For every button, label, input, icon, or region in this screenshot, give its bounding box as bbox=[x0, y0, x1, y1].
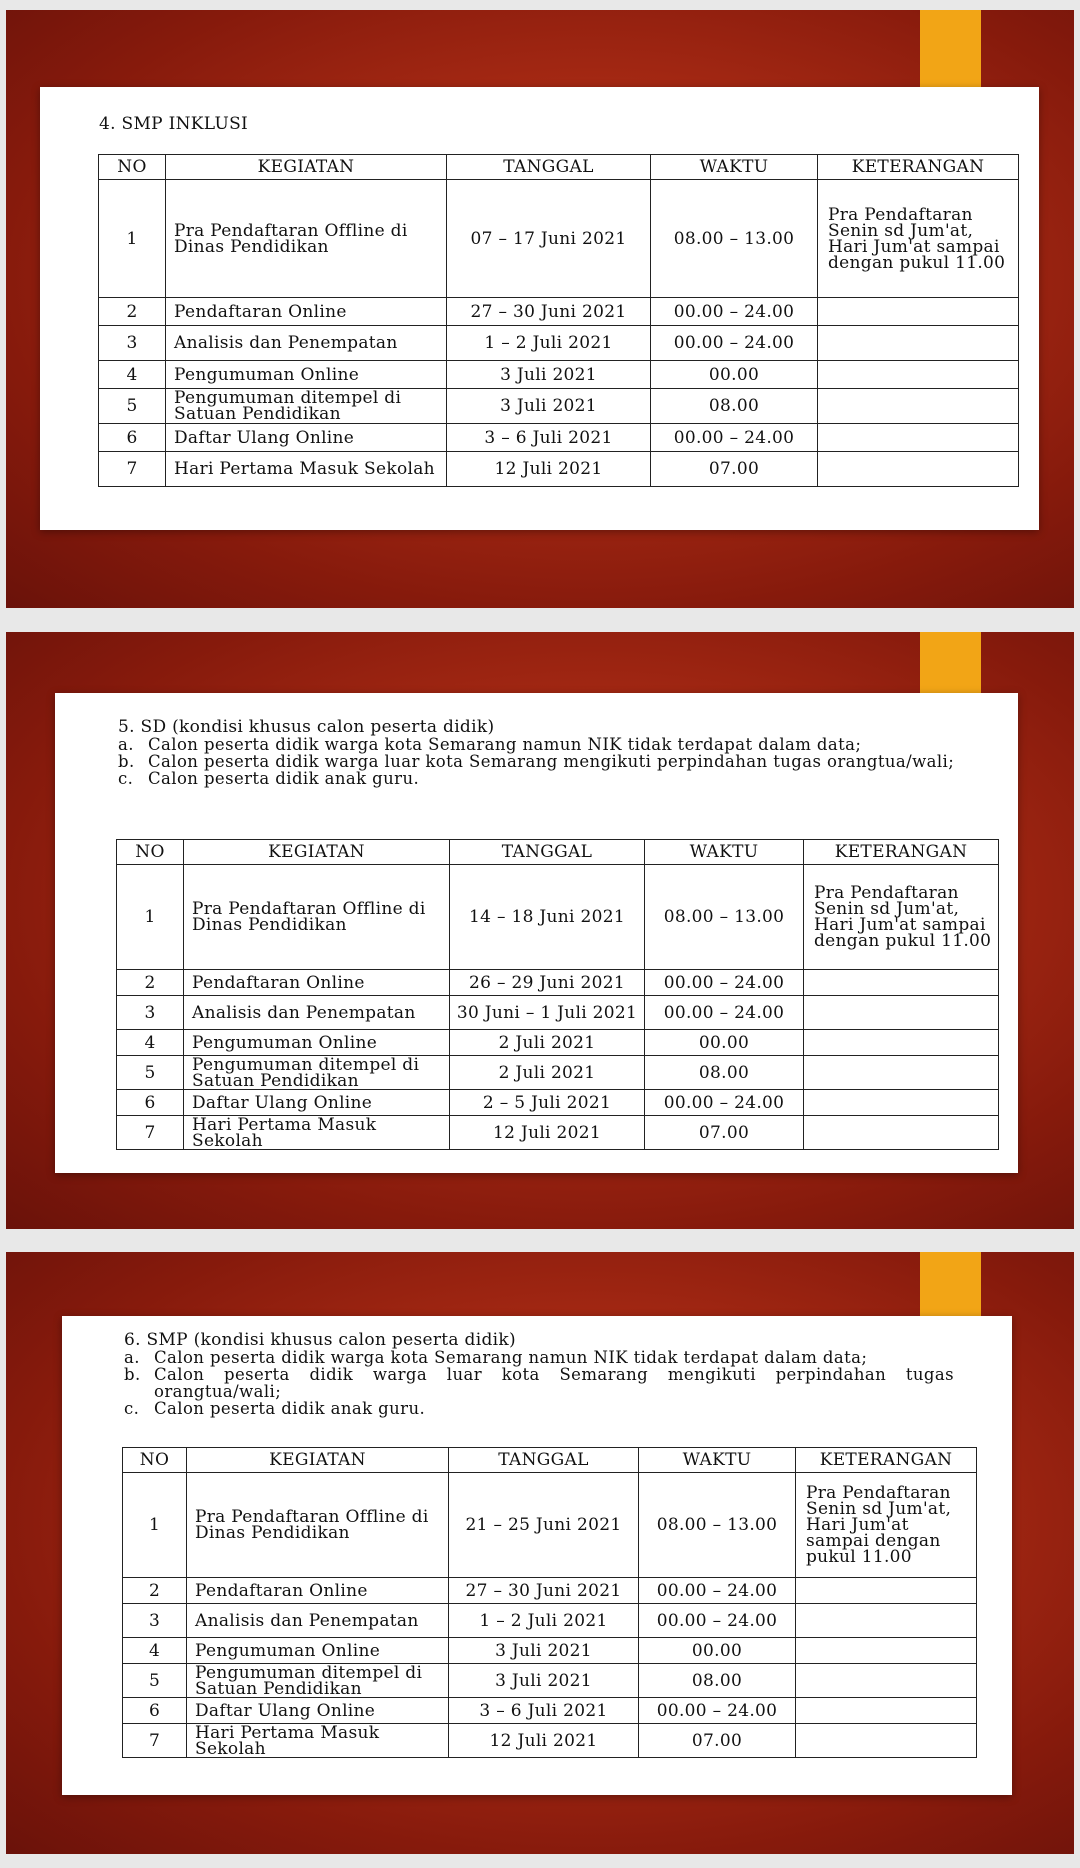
condition-label: c. bbox=[118, 769, 134, 788]
activity-cell: Pengumuman Online bbox=[187, 1638, 449, 1664]
date-cell: 12 Juli 2021 bbox=[449, 1724, 639, 1758]
row-number: 7 bbox=[99, 452, 166, 487]
table-row bbox=[99, 298, 1019, 326]
date-cell: 12 Juli 2021 bbox=[450, 1116, 645, 1150]
date-cell: 2 Juli 2021 bbox=[450, 1030, 645, 1056]
note-cell: Pra Pendaftaran Senin sd Jum'at, Hari Jum'at sampai dengan pukul 11.00 bbox=[804, 865, 999, 970]
activity-cell: Daftar Ulang Online bbox=[184, 1090, 450, 1116]
table-row bbox=[99, 180, 1019, 298]
row-number: 4 bbox=[117, 1030, 184, 1056]
header-kegiatan: KEGIATAN bbox=[166, 155, 447, 180]
row-number: 2 bbox=[123, 1578, 187, 1604]
row-number: 3 bbox=[99, 326, 166, 361]
slide-2 bbox=[6, 632, 1074, 1229]
section-heading: 5. SD (kondisi khusus calon peserta didik) bbox=[118, 717, 495, 737]
note-cell bbox=[796, 1698, 977, 1724]
condition-label: a. bbox=[124, 1348, 140, 1367]
condition-list bbox=[118, 736, 958, 787]
activity-cell: Analisis dan Penempatan bbox=[184, 996, 450, 1030]
date-cell: 27 – 30 Juni 2021 bbox=[447, 298, 651, 326]
condition-text: Calon peserta didik anak guru. bbox=[154, 1399, 426, 1418]
header-tanggal: TANGGAL bbox=[449, 1448, 639, 1473]
row-number: 3 bbox=[117, 996, 184, 1030]
time-cell: 00.00 bbox=[651, 361, 818, 389]
condition-text: Calon peserta didik anak guru. bbox=[148, 769, 420, 788]
condition-label: b. bbox=[124, 1365, 141, 1384]
date-cell: 3 Juli 2021 bbox=[447, 361, 651, 389]
note-cell bbox=[804, 996, 999, 1030]
header-no: NO bbox=[123, 1448, 187, 1473]
table-row bbox=[99, 389, 1019, 424]
date-cell: 2 Juli 2021 bbox=[450, 1056, 645, 1090]
row-number: 6 bbox=[99, 424, 166, 452]
note-cell: Pra Pendaftaran Senin sd Jum'at, Hari Jum'at sampai dengan pukul 11.00 bbox=[818, 180, 1019, 298]
condition-item bbox=[124, 1349, 954, 1366]
table-row bbox=[99, 361, 1019, 389]
row-number: 5 bbox=[123, 1664, 187, 1698]
date-cell: 14 – 18 Juni 2021 bbox=[450, 865, 645, 970]
header-tanggal: TANGGAL bbox=[450, 840, 645, 865]
time-cell: 00.00 – 24.00 bbox=[645, 1090, 804, 1116]
row-number: 7 bbox=[123, 1724, 187, 1758]
time-cell: 00.00 – 24.00 bbox=[639, 1604, 796, 1638]
activity-cell: Pendaftaran Online bbox=[187, 1578, 449, 1604]
date-cell: 27 – 30 Juni 2021 bbox=[449, 1578, 639, 1604]
activity-cell: Analisis dan Penempatan bbox=[166, 326, 447, 361]
row-number: 3 bbox=[123, 1604, 187, 1638]
condition-list bbox=[124, 1349, 954, 1417]
table-row bbox=[123, 1638, 977, 1664]
date-cell: 26 – 29 Juni 2021 bbox=[450, 970, 645, 996]
row-number: 6 bbox=[123, 1698, 187, 1724]
header-keterangan: KETERANGAN bbox=[804, 840, 999, 865]
time-cell: 00.00 bbox=[645, 1030, 804, 1056]
table-row bbox=[123, 1473, 977, 1578]
header-kegiatan: KEGIATAN bbox=[187, 1448, 449, 1473]
date-cell: 30 Juni – 1 Juli 2021 bbox=[450, 996, 645, 1030]
note-cell bbox=[796, 1638, 977, 1664]
date-cell: 1 – 2 Juli 2021 bbox=[447, 326, 651, 361]
note-cell bbox=[804, 970, 999, 996]
row-number: 2 bbox=[99, 298, 166, 326]
time-cell: 08.00 – 13.00 bbox=[639, 1473, 796, 1578]
header-waktu: WAKTU bbox=[639, 1448, 796, 1473]
table-row bbox=[117, 1090, 999, 1116]
row-number: 6 bbox=[117, 1090, 184, 1116]
condition-item bbox=[124, 1400, 954, 1417]
note-cell bbox=[804, 1116, 999, 1150]
note-cell bbox=[796, 1724, 977, 1758]
time-cell: 08.00 – 13.00 bbox=[651, 180, 818, 298]
time-cell: 08.00 bbox=[639, 1664, 796, 1698]
date-cell: 3 Juli 2021 bbox=[447, 389, 651, 424]
note-cell bbox=[818, 298, 1019, 326]
date-cell: 3 Juli 2021 bbox=[449, 1664, 639, 1698]
activity-cell: Daftar Ulang Online bbox=[166, 424, 447, 452]
row-number: 5 bbox=[117, 1056, 184, 1090]
time-cell: 00.00 – 24.00 bbox=[651, 326, 818, 361]
note-cell: Pra Pendaftaran Senin sd Jum'at, Hari Jum'at sampai dengan pukul 11.00 bbox=[796, 1473, 977, 1578]
date-cell: 2 – 5 Juli 2021 bbox=[450, 1090, 645, 1116]
header-keterangan: KETERANGAN bbox=[796, 1448, 977, 1473]
note-cell bbox=[796, 1664, 977, 1698]
table-row bbox=[117, 996, 999, 1030]
schedule-table bbox=[116, 839, 999, 1150]
condition-item bbox=[124, 1366, 954, 1400]
table-row bbox=[99, 452, 1019, 487]
time-cell: 07.00 bbox=[639, 1724, 796, 1758]
note-cell bbox=[818, 389, 1019, 424]
note-cell bbox=[804, 1030, 999, 1056]
note-cell bbox=[796, 1578, 977, 1604]
table-row bbox=[123, 1578, 977, 1604]
table-header-row bbox=[123, 1448, 977, 1473]
date-cell: 3 – 6 Juli 2021 bbox=[449, 1698, 639, 1724]
condition-text: Calon peserta didik warga kota Semarang namun NIK tidak terdapat dalam data; bbox=[154, 1348, 868, 1367]
table-header-row bbox=[99, 155, 1019, 180]
table-row bbox=[117, 970, 999, 996]
activity-cell: Pengumuman ditempel di Satuan Pendidikan bbox=[166, 389, 447, 424]
note-cell bbox=[818, 452, 1019, 487]
activity-cell: Hari Pertama Masuk Sekolah bbox=[187, 1724, 449, 1758]
table-row bbox=[123, 1604, 977, 1638]
row-number: 1 bbox=[123, 1473, 187, 1578]
table-row bbox=[123, 1698, 977, 1724]
row-number: 5 bbox=[99, 389, 166, 424]
date-cell: 3 Juli 2021 bbox=[449, 1638, 639, 1664]
date-cell: 12 Juli 2021 bbox=[447, 452, 651, 487]
date-cell: 3 – 6 Juli 2021 bbox=[447, 424, 651, 452]
activity-cell: Pra Pendaftaran Offline di Dinas Pendidikan bbox=[184, 865, 450, 970]
note-cell bbox=[804, 1056, 999, 1090]
activity-cell: Hari Pertama Masuk Sekolah bbox=[166, 452, 447, 487]
date-cell: 1 – 2 Juli 2021 bbox=[449, 1604, 639, 1638]
activity-cell: Pengumuman Online bbox=[184, 1030, 450, 1056]
table-row bbox=[117, 1116, 999, 1150]
time-cell: 00.00 – 24.00 bbox=[651, 424, 818, 452]
time-cell: 00.00 – 24.00 bbox=[645, 996, 804, 1030]
date-cell: 21 – 25 Juni 2021 bbox=[449, 1473, 639, 1578]
table-row bbox=[123, 1664, 977, 1698]
activity-cell: Daftar Ulang Online bbox=[187, 1698, 449, 1724]
time-cell: 00.00 – 24.00 bbox=[645, 970, 804, 996]
time-cell: 07.00 bbox=[645, 1116, 804, 1150]
note-cell bbox=[818, 326, 1019, 361]
schedule-table bbox=[98, 154, 1019, 487]
activity-cell: Pendaftaran Online bbox=[184, 970, 450, 996]
header-tanggal: TANGGAL bbox=[447, 155, 651, 180]
time-cell: 08.00 bbox=[651, 389, 818, 424]
header-no: NO bbox=[117, 840, 184, 865]
row-number: 4 bbox=[123, 1638, 187, 1664]
table-row bbox=[99, 424, 1019, 452]
condition-label: a. bbox=[118, 735, 134, 754]
condition-label: c. bbox=[124, 1399, 140, 1418]
header-no: NO bbox=[99, 155, 166, 180]
note-cell bbox=[818, 361, 1019, 389]
condition-text: Calon peserta didik warga luar kota Semarang mengikuti perpindahan tugas orangtua/wali; bbox=[154, 1365, 954, 1401]
date-cell: 07 – 17 Juni 2021 bbox=[447, 180, 651, 298]
activity-cell: Pengumuman Online bbox=[166, 361, 447, 389]
activity-cell: Pra Pendaftaran Offline di Dinas Pendidikan bbox=[187, 1473, 449, 1578]
note-cell bbox=[796, 1604, 977, 1638]
header-kegiatan: KEGIATAN bbox=[184, 840, 450, 865]
activity-cell: Pra Pendaftaran Offline di Dinas Pendidikan bbox=[166, 180, 447, 298]
time-cell: 00.00 – 24.00 bbox=[651, 298, 818, 326]
time-cell: 07.00 bbox=[651, 452, 818, 487]
row-number: 4 bbox=[99, 361, 166, 389]
row-number: 7 bbox=[117, 1116, 184, 1150]
section-heading: 6. SMP (kondisi khusus calon peserta didik) bbox=[124, 1330, 516, 1350]
header-waktu: WAKTU bbox=[645, 840, 804, 865]
activity-cell: Pengumuman ditempel di Satuan Pendidikan bbox=[184, 1056, 450, 1090]
row-number: 1 bbox=[99, 180, 166, 298]
row-number: 2 bbox=[117, 970, 184, 996]
condition-label: b. bbox=[118, 752, 135, 771]
section-heading: 4. SMP INKLUSI bbox=[99, 114, 249, 134]
time-cell: 00.00 – 24.00 bbox=[639, 1698, 796, 1724]
schedule-table bbox=[122, 1447, 977, 1758]
time-cell: 08.00 bbox=[645, 1056, 804, 1090]
note-cell bbox=[804, 1090, 999, 1116]
table-row bbox=[99, 326, 1019, 361]
slide-1 bbox=[6, 10, 1074, 608]
condition-text: Calon peserta didik warga luar kota Semarang mengikuti perpindahan tugas orangtua/wali; bbox=[148, 752, 955, 771]
header-waktu: WAKTU bbox=[651, 155, 818, 180]
header-keterangan: KETERANGAN bbox=[818, 155, 1019, 180]
condition-text: Calon peserta didik warga kota Semarang namun NIK tidak terdapat dalam data; bbox=[148, 735, 862, 754]
note-cell bbox=[818, 424, 1019, 452]
activity-cell: Pengumuman ditempel di Satuan Pendidikan bbox=[187, 1664, 449, 1698]
activity-cell: Hari Pertama Masuk Sekolah bbox=[184, 1116, 450, 1150]
activity-cell: Analisis dan Penempatan bbox=[187, 1604, 449, 1638]
activity-cell: Pendaftaran Online bbox=[166, 298, 447, 326]
condition-item bbox=[118, 736, 958, 753]
table-row bbox=[117, 865, 999, 970]
table-header-row bbox=[117, 840, 999, 865]
table-row bbox=[117, 1056, 999, 1090]
time-cell: 00.00 – 24.00 bbox=[639, 1578, 796, 1604]
time-cell: 08.00 – 13.00 bbox=[645, 865, 804, 970]
condition-item bbox=[118, 753, 958, 770]
row-number: 1 bbox=[117, 865, 184, 970]
table-row bbox=[117, 1030, 999, 1056]
table-row bbox=[123, 1724, 977, 1758]
condition-item bbox=[118, 770, 958, 787]
time-cell: 00.00 bbox=[639, 1638, 796, 1664]
slide-3 bbox=[6, 1252, 1074, 1854]
